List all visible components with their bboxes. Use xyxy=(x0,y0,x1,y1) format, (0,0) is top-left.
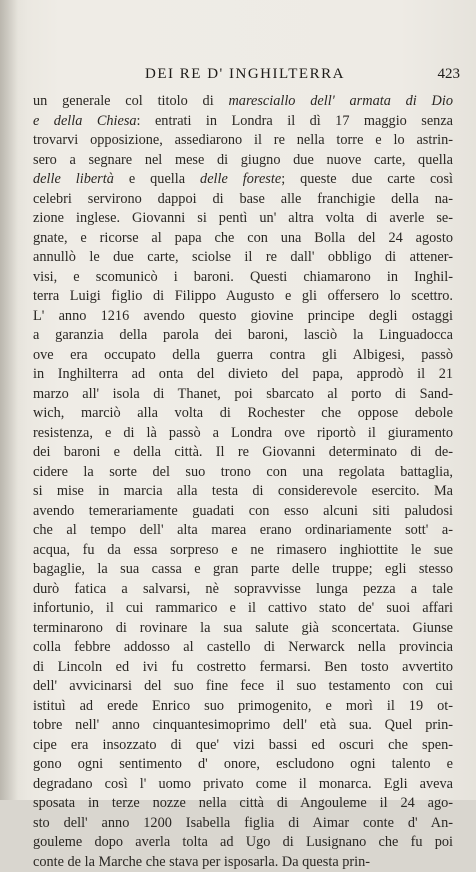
text-line xyxy=(33,560,453,580)
body-text xyxy=(33,92,453,872)
text-line xyxy=(33,599,453,619)
text-line xyxy=(33,736,453,756)
text-run: visi, e scomunicò i baroni. Questi chiamarono in Inghil- xyxy=(33,269,453,285)
text-run: terminarono di rovinare la sua salute già sconcertata. Giunse xyxy=(33,620,453,636)
text-line xyxy=(33,92,453,112)
text-run: acqua, fu da essa sorpreso e ne rimasero inghiottite le sue xyxy=(33,542,453,558)
text-run: sero a segnare nel mese di giugno due nuove carte, quella xyxy=(33,152,453,168)
text-line xyxy=(33,385,453,405)
text-run: cipe era insozzato di que' vizi bassi ed oscuri che spen- xyxy=(33,737,453,753)
text-run: avendo temerariamente guadati con esso alcuni siti paludosi xyxy=(33,503,453,519)
text-run: L' anno 1216 avendo questo giovine principe degli ostaggi xyxy=(33,308,453,324)
text-line xyxy=(33,346,453,366)
text-run: istituì ad erede Enrico suo primogenito, e morì il 19 ot- xyxy=(33,698,453,714)
text-line xyxy=(33,248,453,268)
text-line xyxy=(33,287,453,307)
text-run: gnate, e ricorse al papa che con una Bolla del 24 agosto xyxy=(33,230,453,246)
text-run: annullò le due carte, sciolse il re dall' obbligo di attener- xyxy=(33,249,453,265)
text-run: che al tempo dell' alta marea erano ordinariamente sott' a- xyxy=(33,522,453,538)
text-run: degradano così l' uomo privato come il monarca. Egli aveva xyxy=(33,776,453,792)
text-line xyxy=(33,463,453,483)
text-run: terra Luigi figlio di Filippo Augusto e gli offersero lo scettro. xyxy=(33,288,453,304)
text-line xyxy=(33,112,453,132)
binding-gutter-shadow xyxy=(0,0,18,800)
text-line xyxy=(33,424,453,444)
text-run: in Inghilterra ad onta del divieto del papa, approdò il 21 xyxy=(33,366,453,382)
text-run: celebri servirono dappoi di base alle franchigie della na- xyxy=(33,191,453,207)
text-run: zione inglese. Giovanni si pentì un' altra volta di averle se- xyxy=(33,210,453,226)
running-head xyxy=(0,66,476,88)
text-line xyxy=(33,638,453,658)
text-line xyxy=(33,853,453,872)
text-line xyxy=(33,502,453,522)
italic-text-run: maresciallo dell' armata di Dio xyxy=(228,93,453,109)
text-run: dell' avvicinarsi del suo fine fece il suo testamento con cui xyxy=(33,678,453,694)
text-line xyxy=(33,521,453,541)
text-run: : entrati in Londra il dì 17 maggio senza xyxy=(137,113,453,129)
text-run: di Lincoln ed ivi fu costretto fermarsi. Ben tosto avvertito xyxy=(33,659,453,675)
text-line xyxy=(33,580,453,600)
text-line xyxy=(33,658,453,678)
text-run: a garanzia della parola dei baroni, lasciò la Linguadocca xyxy=(33,327,453,343)
text-line xyxy=(33,404,453,424)
text-line xyxy=(33,794,453,814)
text-line xyxy=(33,716,453,736)
text-line xyxy=(33,482,453,502)
text-line xyxy=(33,229,453,249)
text-line xyxy=(33,833,453,853)
text-line xyxy=(33,697,453,717)
text-line xyxy=(33,755,453,775)
text-run: resistenza, e di là passò a Londra ove riportò il giuramento xyxy=(33,425,453,441)
text-run: marzo all' isola di Thanet, poi sbarcato al porto di Sand- xyxy=(33,386,453,402)
text-line xyxy=(33,268,453,288)
italic-text-run: e della Chiesa xyxy=(33,113,137,129)
text-run: sto dell' anno 1200 Isabella figlia di Aimar conte d' An- xyxy=(33,815,453,831)
text-line xyxy=(33,151,453,171)
text-line xyxy=(33,365,453,385)
italic-text-run: delle foreste xyxy=(200,171,281,187)
text-run: conte de la Marche che stava per isposarla. Da questa prin- xyxy=(33,854,370,870)
text-line xyxy=(33,775,453,795)
text-run: trovarvi opposizione, assediarono il re nella torre e lo astrin- xyxy=(33,132,453,148)
text-line xyxy=(33,541,453,561)
text-run: si mise in marcia alla testa di considerevole esercito. Ma xyxy=(33,483,453,499)
page-number: 423 xyxy=(420,66,460,83)
text-line xyxy=(33,677,453,697)
text-run: un generale col titolo di xyxy=(33,93,228,109)
text-run: ; queste due carte così xyxy=(281,171,453,187)
text-line xyxy=(33,443,453,463)
text-run: ove era occupato della guerra contra gli Albigesi, passò xyxy=(33,347,453,363)
text-run: tobre nell' anno cinquantesimoprimo dell' età sua. Quel prin- xyxy=(33,717,453,733)
text-line xyxy=(33,619,453,639)
text-run: dei baroni e della città. Il re Giovanni determinato di de- xyxy=(33,444,453,460)
text-line xyxy=(33,307,453,327)
italic-text-run: delle libertà xyxy=(33,171,114,187)
text-line xyxy=(33,209,453,229)
running-title: DEI RE D' INGHILTERRA xyxy=(120,66,370,83)
text-line xyxy=(33,131,453,151)
text-run: gono ogni sentimento d' onore, escludono ogni talento e xyxy=(33,756,453,772)
text-run: wich, marciò alla volta di Rochester che oppose debole xyxy=(33,405,453,421)
text-run: gouleme dopo averla tolta ad Ugo di Lusignano che fu poi xyxy=(33,834,453,850)
text-run: infortunio, il cui rammarico e il cattivo stato de' suoi affari xyxy=(33,600,453,616)
text-line xyxy=(33,170,453,190)
text-run: bagaglie, la sua cassa e gran parte delle truppe; egli stesso xyxy=(33,561,453,577)
text-run: e quella xyxy=(114,171,200,187)
text-run: colla febbre addosso al castello di Nerwarck nella provincia xyxy=(33,639,453,655)
text-run: durò fatica a salvarsi, nè sopravvisse lunga pezza a tale xyxy=(33,581,453,597)
text-run: sposata in terze nozze nella città di Angouleme il 24 ago- xyxy=(33,795,453,811)
text-line xyxy=(33,190,453,210)
text-run: cidere la sorte del suo trono con una regolata battaglia, xyxy=(33,464,453,480)
text-line xyxy=(33,326,453,346)
text-line xyxy=(33,814,453,834)
